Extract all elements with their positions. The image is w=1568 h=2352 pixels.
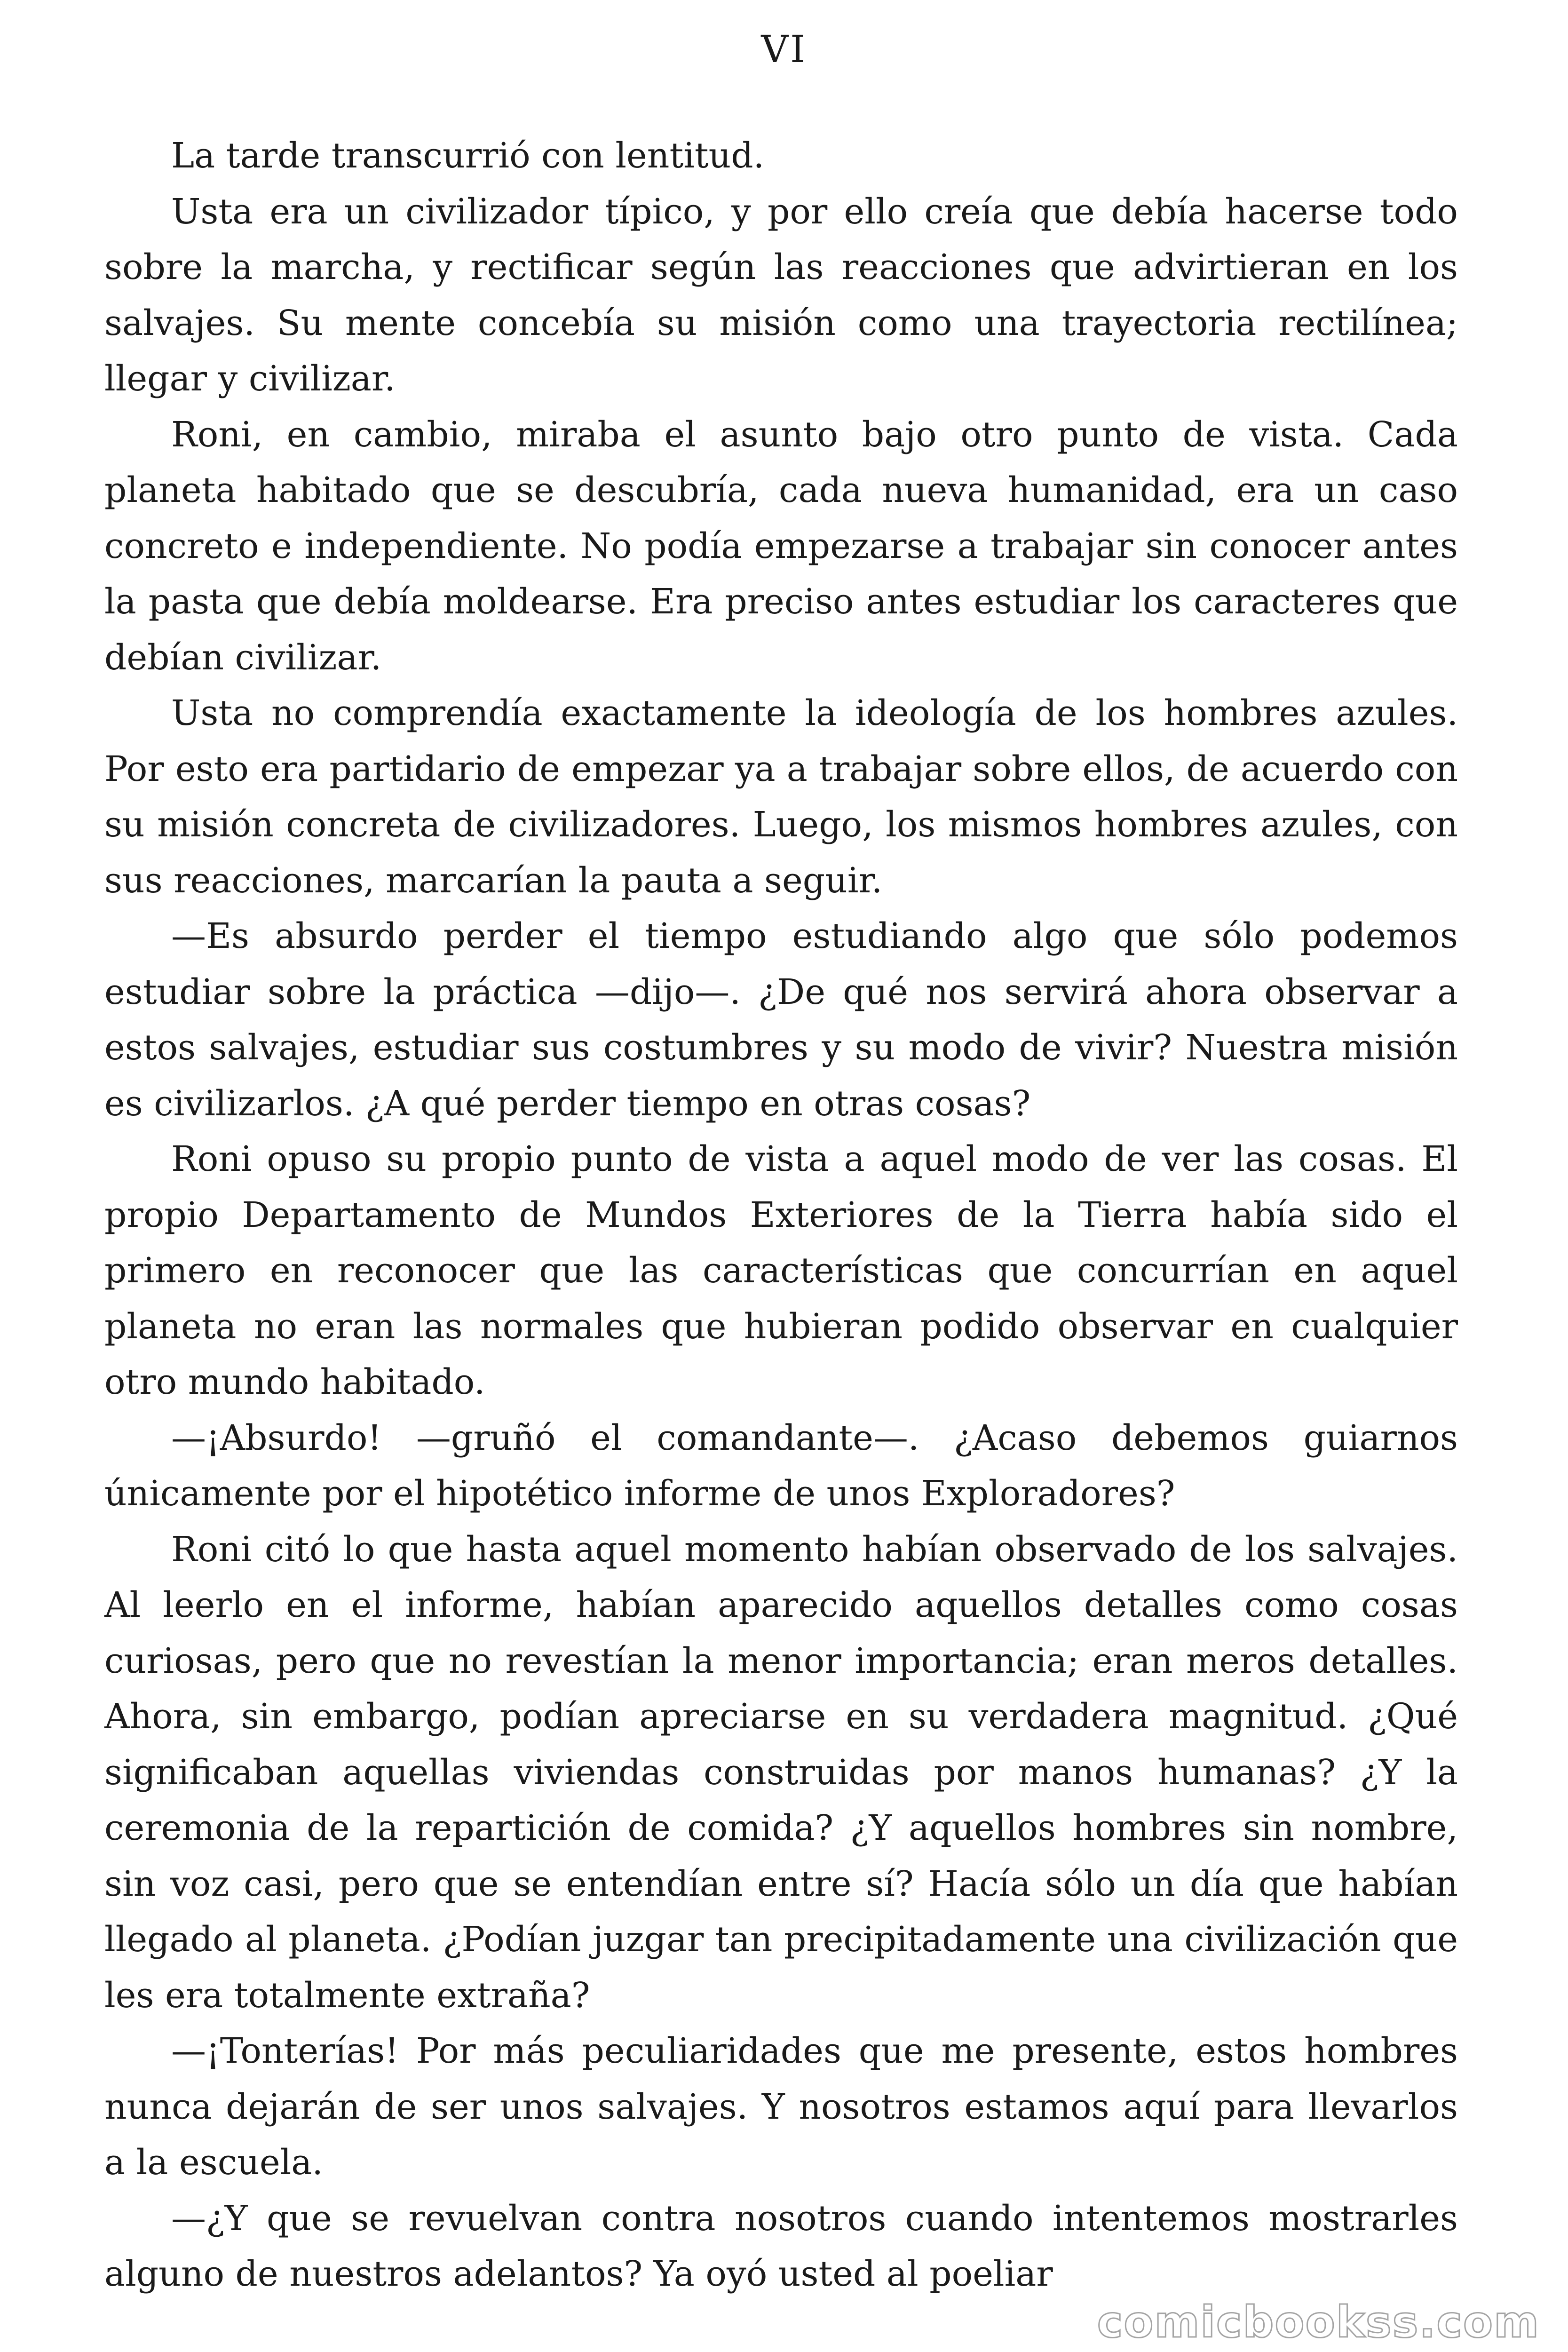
paragraph: Roni citó lo que hasta aquel momento habían observado de los salvajes. Al leerlo en el informe, habían aparecido aquellos detalles como cosas curiosas, pero que no revestían la menor importancia; eran meros detalles. Ahora, sin embargo, podían apreciarse en su verdadera magnitud. ¿Qué significaban aquellas viviendas construidas por manos humanas? ¿Y la ceremonia de la repartición de comida? ¿Y aquellos hombres sin nombre, sin voz casi, pero que se entendían entre sí? Hacía sólo un día que habían llegado al planeta. ¿Podían juzgar tan precipitadamente una civilización que les era totalmente extraña? bbox=[104, 1529, 1458, 2016]
paragraph: —Es absurdo perder el tiempo estudiando algo que sólo podemos estudiar sobre la práctica —dijo—. ¿De qué nos servirá ahora observar a estos salvajes, estudiar sus costumbres y su modo de vivir? Nuestra misión es civilizarlos. ¿A qué perder tiempo en otras cosas? bbox=[104, 916, 1458, 1124]
paragraph: —¡Tonterías! Por más peculiaridades que me presente, estos hombres nunca dejarán de ser unos salvajes. Y nosotros estamos aquí para llevarlos a la escuela. bbox=[104, 2031, 1458, 2183]
paragraph: Usta no comprendía exactamente la ideología de los hombres azules. Por esto era partidario de empezar ya a trabajar sobre ellos, de acuerdo con su misión concreta de civilizadores. Luego, los mismos hombres azules, con sus reacciones, marcarían la pauta a seguir. bbox=[104, 693, 1458, 901]
paragraph: —¡Absurdo! —gruñó el comandante—. ¿Acaso debemos guiarnos únicamente por el hipotético informe de unos Exploradores? bbox=[104, 1417, 1458, 1514]
paragraph: Usta era un civilizador típico, y por ello creía que debía hacerse todo sobre la marcha, y rectificar según las reacciones que advirtieran en los salvajes. Su mente concebía su misión como una trayectoria rectilínea; llegar y civilizar. bbox=[104, 191, 1458, 399]
paragraph: —¿Y que se revuelvan contra nosotros cuando intentemos mostrarles alguno de nuestros adelantos? Ya oyó usted al poeliar bbox=[104, 2198, 1458, 2294]
paragraph: Roni, en cambio, miraba el asunto bajo otro punto de vista. Cada planeta habitado que se descubría, cada nueva humanidad, era un caso concreto e independiente. No podía empezarse a trabajar sin conocer antes la pasta que debía moldearse. Era preciso antes estudiar los caracteres que debían civilizar. bbox=[104, 414, 1458, 678]
paragraph: La tarde transcurrió con lentitud. bbox=[171, 135, 765, 176]
watermark: comicbookss.com bbox=[1097, 2297, 1540, 2347]
paragraph: Roni opuso su propio punto de vista a aquel modo de ver las cosas. El propio Departamento de Mundos Exteriores de la Tierra había sido el primero en reconocer que las características que concurrían en aquel planeta no eran las normales que hubieran podido observar en cualquier otro mundo habitado. bbox=[104, 1139, 1458, 1402]
body-text bbox=[104, 128, 1458, 2302]
chapter-title: VI bbox=[761, 27, 807, 71]
